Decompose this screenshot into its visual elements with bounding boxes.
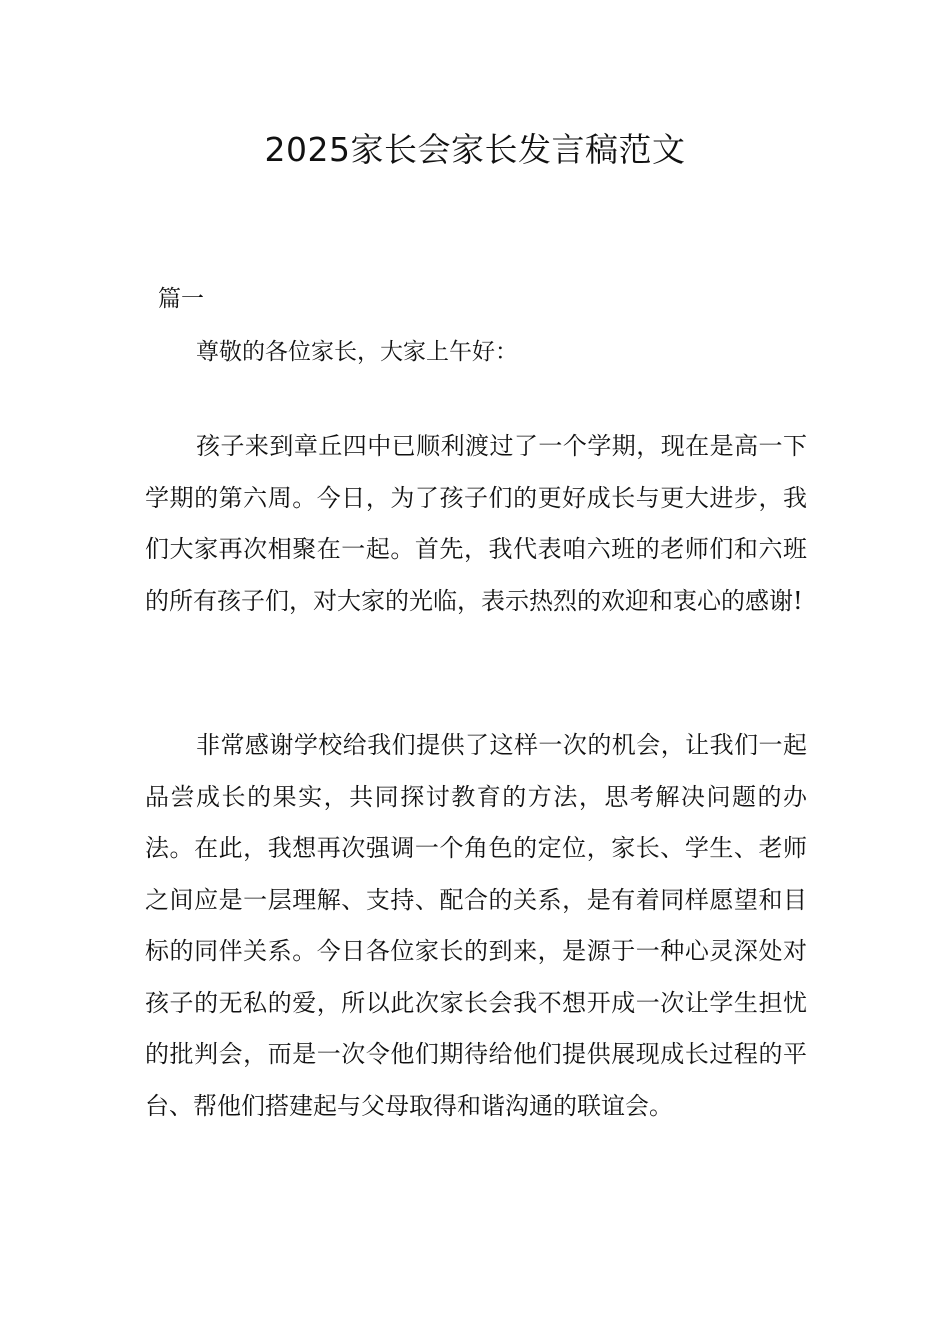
- section-label: 篇一: [158, 286, 204, 312]
- body-paragraph-2: 非常感谢学校给我们提供了这样一次的机会，让我们一起品尝成长的果实，共同探讨教育的方法，思考解决问题的办法。在此，我想再次强调一个角色的定位，家长、学生、老师之间应是一层理解、支持、配合的关系，是有着同样愿望和目标的同伴关系。今日各位家长的到来，是源于一种心灵深处对孩子的无私的爱，所以此次家长会我不想开成一次让学生担忧的批判会，而是一次令他们期待给他们提供展现成长过程的平台、帮他们搭建起与父母取得和谐沟通的联谊会。: [145, 731, 807, 1120]
- body-paragraph-1: 孩子来到章丘四中已顺利渡过了一个学期，现在是高一下学期的第六周。今日，为了孩子们的更好成长与更大进步，我们大家再次相聚在一起。首先，我代表咱六班的老师们和六班的所有孩子们，对大家的光临，表示热烈的欢迎和衷心的感谢!: [145, 432, 807, 615]
- document-title: 2025家长会家长发言稿范文: [264, 130, 686, 169]
- greeting-line: 尊敬的各位家长，大家上午好：: [196, 339, 518, 365]
